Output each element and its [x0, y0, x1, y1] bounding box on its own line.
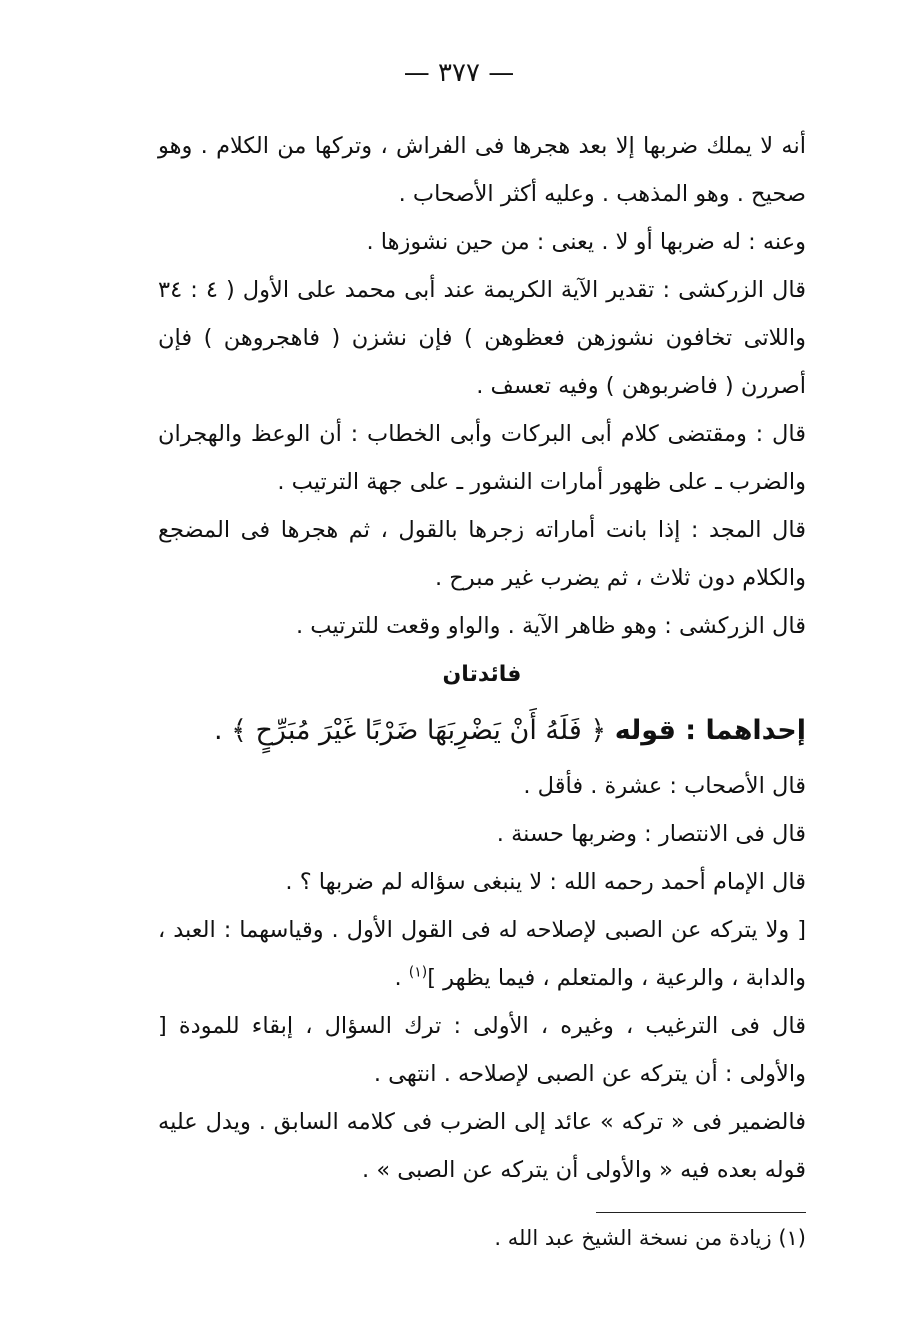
first-benefit-label: إحداهما : قوله	[614, 715, 806, 746]
paragraph-10: قال فى الترغيب ، وغيره ، الأولى : ترك السؤال ، إبقاء للمودة [ والأولى : أن يتركه عن الصبى لإصلاحه . انتهى .	[158, 1013, 806, 1087]
first-benefit-line	[158, 700, 806, 762]
paragraph-6: قال الزركشى : وهو ظاهر الآية . والواو وقعت للترتيب .	[295, 613, 806, 639]
bracketed-end: .	[394, 965, 409, 991]
page-number: — ٣٧٧ —	[403, 58, 515, 88]
first-benefit-quote: ﴿ فَلَهُ أَنْ يَضْرِبَهَا ضَرْبًا غَيْرَ مُبَرِّحٍ ﴾ .	[213, 715, 607, 746]
paragraph-5: قال المجد : إذا بانت أماراته زجرها بالقول ، ثم هجرها فى المضجع والكلام دون ثلاث ، ثم يضرب غير مبرح .	[158, 517, 806, 591]
paragraph-3: قال الزركشى : تقدير الآية الكريمة عند أبى محمد على الأول ( ٤ : ٣٤ واللاتى تخافون نشوزهن فعظوهن ) فإن نشزن ( فاهجروهن ) فإن أصررن ( فاضربوهن ) وفيه تعسف .	[158, 277, 806, 399]
paragraph-2: وعنه : له ضربها أو لا . يعنى : من حين نشوزها .	[366, 229, 806, 255]
bracketed-paragraph	[158, 906, 806, 1002]
footnote: (١) زيادة من نسخة الشيخ عبد الله .	[494, 1226, 806, 1250]
paragraph-1: أنه لا يملك ضربها إلا بعد هجرها فى الفراش ، وتركها من الكلام . وهو صحيح . وهو المذهب . وعليه أكثر الأصحاب .	[158, 133, 806, 207]
paragraph-4: قال : ومقتضى كلام أبى البركات وأبى الخطاب : أن الوعظ والهجران والضرب ـ على ظهور أمارات النشور ـ على جهة الترتيب .	[158, 421, 806, 495]
bracketed-text: [ ولا يتركه عن الصبى لإصلاحه له فى القول الأول . وقياسهما : العبد ، والدابة ، والرعية ، والمتعلم ، فيما يظهر ]	[158, 917, 806, 991]
paragraph-7: قال الأصحاب : عشرة . فأقل .	[523, 773, 806, 799]
paragraph-9: قال الإمام أحمد رحمه الله : لا ينبغى سؤاله لم ضربها ؟ .	[285, 869, 806, 895]
paragraph-8: قال فى الانتصار : وضربها حسنة .	[496, 821, 806, 847]
main-text	[158, 122, 806, 1194]
footnote-reference: (١)	[408, 964, 428, 981]
section-heading: فائدتان	[442, 662, 522, 687]
paragraph-11: فالضمير فى « تركه » عائد إلى الضرب فى كلامه السابق . ويدل عليه قوله بعده فيه « والأولى أن يتركه عن الصبى » .	[158, 1109, 806, 1183]
footnote-separator	[596, 1212, 806, 1213]
